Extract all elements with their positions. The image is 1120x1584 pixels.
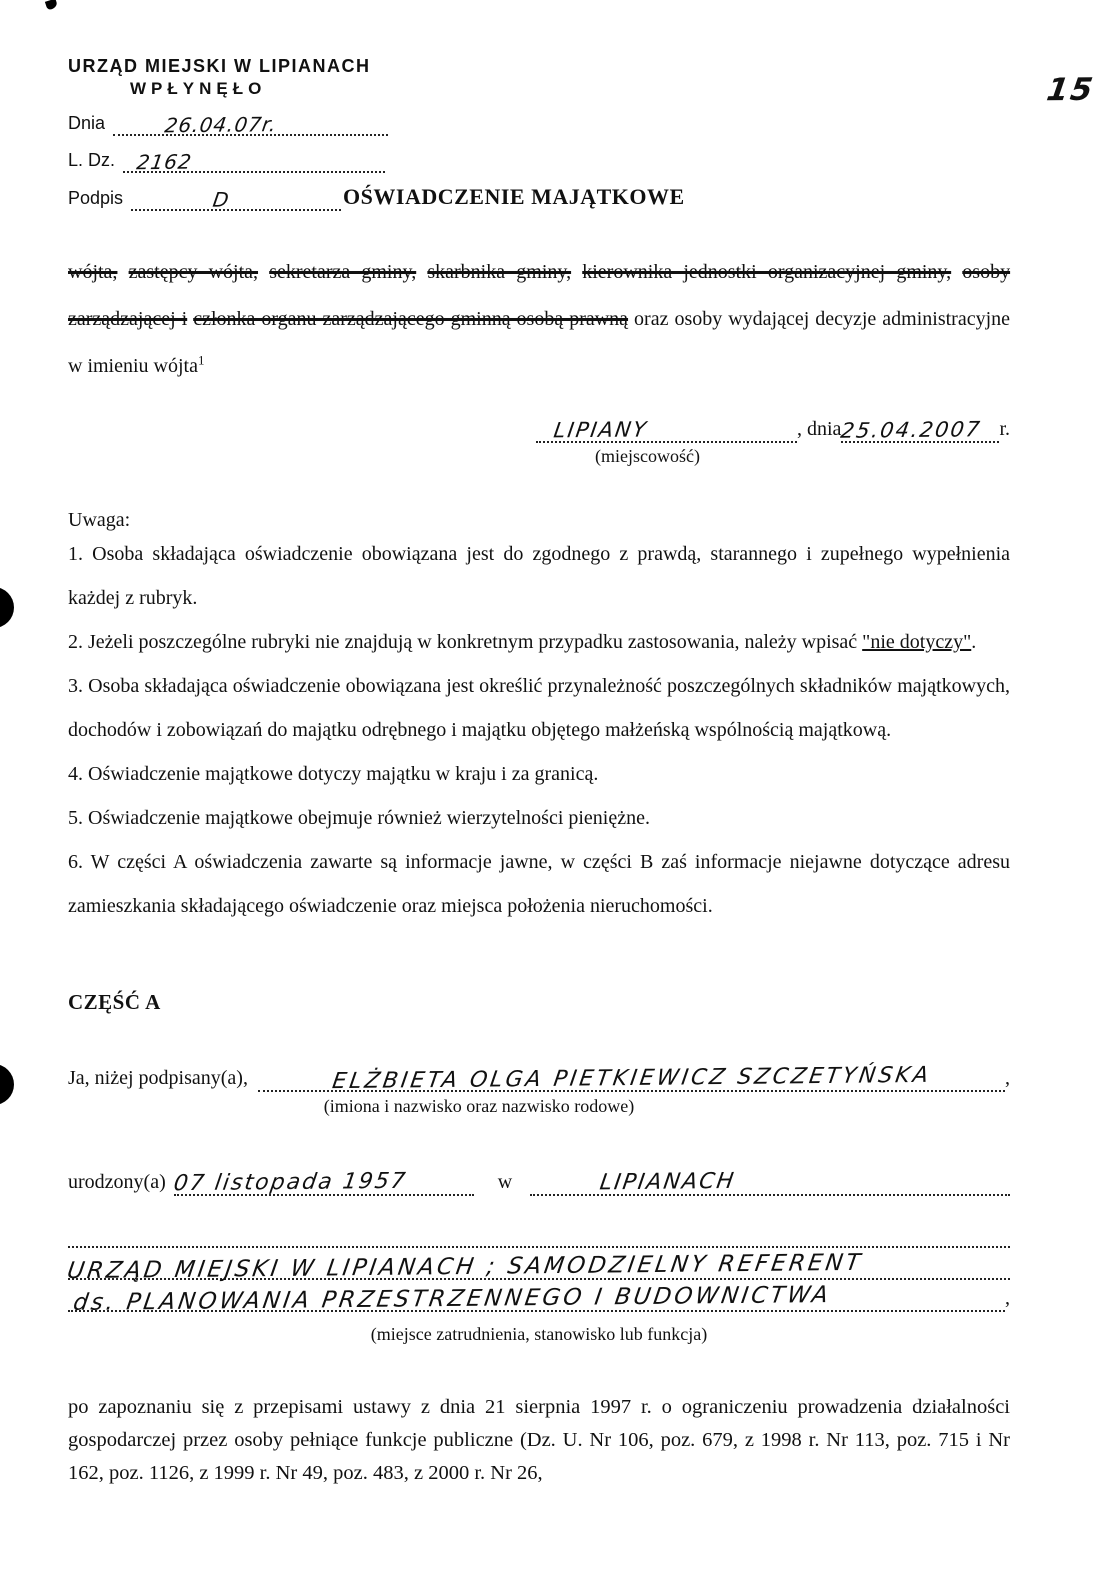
born-label: urodzony(a) — [68, 1171, 166, 1193]
stamp-ldz-line — [123, 147, 385, 173]
role-struck-text: kierownika jednostki organizacyjnej gminy, — [582, 261, 952, 283]
employment-line-2 — [68, 1282, 1005, 1316]
stamp-signature-line — [131, 185, 341, 211]
name-caption: (imiona i nazwisko oraz nazwisko rodowe) — [323, 1096, 635, 1116]
employment-handwritten-2: ds. PLANOWANIA PRZESTRZENNEGO I BUDOWNICTWA — [71, 1282, 833, 1316]
stamp-ldz-label: L. Dz. — [68, 150, 116, 170]
stamp-date-handwritten: 26.04.07r. — [163, 112, 279, 138]
born-in-label: w — [497, 1171, 513, 1193]
birth-date-line — [171, 1168, 474, 1197]
place-caption: (miejscowość) — [595, 446, 700, 466]
stamp-date-line — [113, 110, 388, 136]
stamp-date-row — [68, 110, 1010, 136]
role-plain-text: oraz osoby wydającej decyzje administracyjne w imieniu wójta — [68, 308, 1011, 377]
stamp-signature-label: Podpis — [68, 188, 124, 208]
notes-heading: Uwaga: — [68, 509, 131, 531]
birth-date-handwritten: 07 listopada 1957 — [171, 1168, 409, 1197]
stamp-ldz-handwritten: 2162 — [135, 149, 194, 175]
role-struck-text: członka organu zarządzającego gminną osobą prawną — [193, 308, 629, 330]
note-item — [68, 532, 1010, 620]
declarant-row — [68, 1062, 1010, 1095]
place-line — [536, 416, 797, 443]
employment-line-1 — [65, 1249, 1010, 1285]
role-struck-text: zastępcy wójta, — [128, 261, 259, 283]
stamp-received-label: WPŁYNĘŁO — [130, 79, 267, 98]
employment-row-1 — [65, 1249, 1010, 1285]
stamp-ldz-row — [68, 147, 1010, 173]
name-handwritten: ELŻBIETA OLGA PIETKIEWICZ SZCZETYŃSKA — [330, 1062, 933, 1095]
note-underlined-text: "nie dotyczy" — [862, 631, 972, 653]
stamp-office-name: URZĄD MIEJSKI W LIPIANACH — [68, 56, 371, 76]
born-row — [68, 1169, 1010, 1196]
handwritten-page-number: 15 — [1044, 71, 1097, 109]
footnote-ref: 1 — [197, 352, 205, 368]
declarant-prefix: Ja, niżej podpisany(a), — [68, 1067, 248, 1089]
role-struck-text: skarbnika gminy, — [427, 261, 572, 283]
note-item — [68, 796, 1010, 840]
date-line — [841, 416, 999, 443]
part-a-heading: CZĘŚĆ A — [68, 990, 161, 1014]
stamp-signature-row — [68, 184, 1010, 211]
employment-row-2 — [68, 1282, 1010, 1316]
role-struck-text: osoby zarządzającej i — [68, 261, 1011, 330]
employment-caption: (miejsce zatrudnienia, stanowisko lub funkcja) — [370, 1324, 708, 1344]
notes-list — [68, 532, 1010, 928]
scan-artifact-speck — [45, 0, 58, 10]
year-suffix: r. — [999, 418, 1010, 440]
birth-place-handwritten: LIPIANACH — [598, 1168, 738, 1196]
note-text: 4. Oświadczenie majątkowe dotyczy majątku w kraju i za granicą. — [68, 763, 599, 785]
note-text: . — [971, 631, 977, 653]
birth-place-line — [530, 1169, 1010, 1196]
note-item — [68, 620, 1010, 664]
date-label: , dnia — [797, 418, 842, 440]
document-title: OŚWIADCZENIE MAJĄTKOWE — [343, 184, 685, 209]
place-handwritten: LIPIANY — [552, 417, 650, 443]
place-date-row — [536, 416, 1010, 443]
employment-handwritten-1: URZĄD MIEJSKI W LIPIANACH ; SAMODZIELNY REFERENT — [65, 1249, 865, 1285]
role-struck-text: wójta, — [68, 261, 118, 283]
stamp-date-label: Dnia — [68, 113, 106, 133]
name-suffix: , — [1005, 1067, 1010, 1089]
note-text: 5. Oświadczenie majątkowe obejmuje również wierzytelności pieniężne. — [68, 807, 650, 829]
note-item — [68, 664, 1010, 752]
intake-stamp — [68, 56, 1010, 211]
role-struck-text: sekretarza gminy, — [269, 261, 417, 283]
date-handwritten: 25.04.2007 — [839, 417, 984, 443]
employment-suffix: , — [1005, 1287, 1010, 1309]
note-item — [68, 840, 1010, 928]
legal-paragraph: po zapoznaniu się z przepisami ustawy z dnia 21 sierpnia 1997 r. o ograniczeniu prowadzenia działalności gospodarczej przez osoby pełniące funkcje publiczne (Dz. U. Nr 106, poz. 679, z 1998 r. Nr 113, poz. 715 i Nr 162, poz. 1126, z 1999 r. Nr 49, poz. 483, z 2000 r. Nr 26, — [68, 1396, 1010, 1484]
stamp-signature-handwritten: D — [211, 187, 232, 212]
name-line — [258, 1062, 1005, 1095]
note-item — [68, 752, 1010, 796]
note-text: 6. W części A oświadczenia zawarte są informacje jawne, w części B zaś informacje niejawne dotyczące adresu zamieszkania składającego oświadczenie oraz miejsca położenia nieruchomości. — [68, 851, 1010, 917]
roles-paragraph — [68, 249, 1010, 390]
note-text: 2. Jeżeli poszczególne rubryki nie znajdują w konkretnym przypadku zastosowania, należy wpisać — [68, 631, 863, 653]
note-text: 1. Osoba składająca oświadczenie obowiązana jest do zgodnego z prawdą, starannego i zupełnego wypełnienia każdej z rubryk. — [68, 543, 1010, 609]
empty-dotted-line — [68, 1220, 1010, 1248]
note-text: 3. Osoba składająca oświadczenie obowiązana jest określić przynależność poszczególnych składników majątkowych, dochodów i zobowiązań do majątku odrębnego i majątku objętego małżeńską wspólnością majątkową. — [68, 675, 1010, 741]
